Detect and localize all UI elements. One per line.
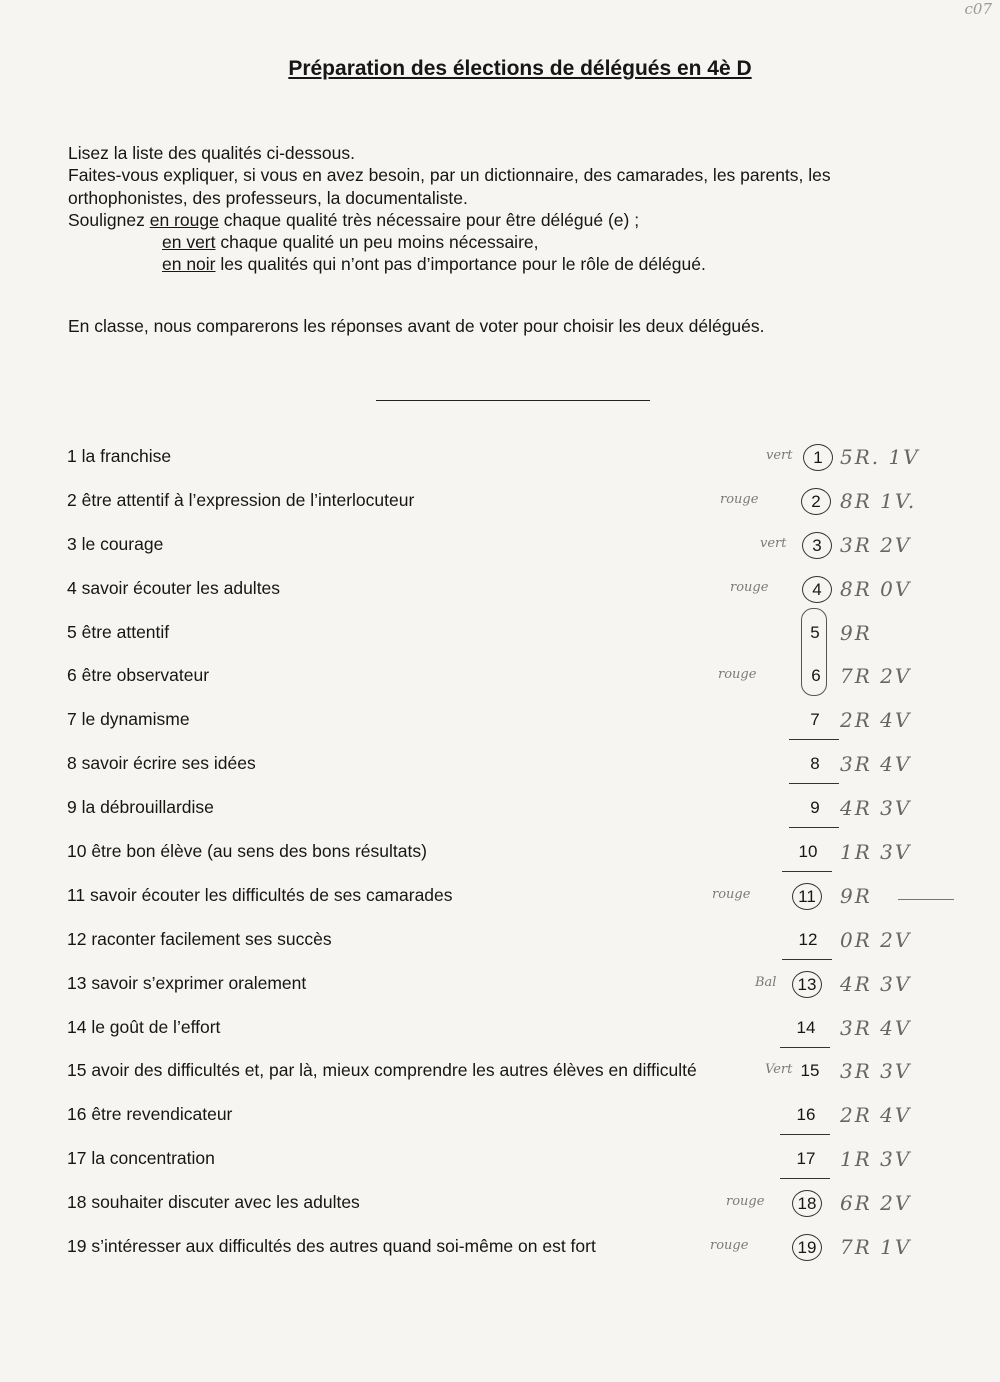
- quality-text: 10 être bon élève (au sens des bons résultats): [67, 841, 427, 862]
- quality-item: [0, 929, 1000, 973]
- quality-item: [0, 753, 1000, 797]
- instruction-line: Lisez la liste des qualités ci-dessous.: [68, 143, 355, 163]
- quality-text: 8 savoir écrire ses idées: [67, 753, 256, 774]
- quality-item: [0, 1104, 1000, 1148]
- handwritten-dash: [898, 899, 954, 900]
- quality-item: [0, 841, 1000, 885]
- page-title: Préparation des élections de délégués en 4è D: [288, 57, 752, 80]
- vote-tally: 3R 3V: [840, 1059, 912, 1084]
- handwritten-note: vert: [766, 448, 793, 463]
- instruction-line: Faites-vous expliquer, si vous en avez besoin, par un dictionnaire, des camarades, les parents, les: [68, 165, 831, 186]
- instructions: [68, 142, 831, 276]
- handwritten-note: Bal: [755, 974, 777, 990]
- handwritten-note: rouge: [718, 667, 757, 683]
- vote-tally: 2R 4V: [840, 708, 912, 733]
- handwritten-note: rouge: [712, 886, 751, 902]
- vote-tally: 3R 2V: [840, 532, 912, 557]
- quality-number: 2: [801, 488, 831, 515]
- vote-tally: 2R 4V: [840, 1103, 912, 1128]
- quality-text: 2 être attentif à l’expression de l’interlocuteur: [67, 489, 415, 510]
- quality-number: 13: [792, 971, 822, 998]
- corner-mark: c07: [964, 0, 992, 18]
- vote-tally: 7R 2V: [840, 664, 912, 689]
- vote-tally: 8R 0V: [840, 576, 912, 601]
- quality-number: 14: [792, 1018, 820, 1038]
- quality-item: [0, 1060, 1000, 1104]
- vote-tally: 4R 3V: [840, 971, 912, 996]
- vote-tally: 3R 4V: [840, 1015, 912, 1040]
- quality-number: 5: [810, 622, 820, 642]
- vote-tally: 6R 2V: [840, 1191, 912, 1216]
- quality-item: [0, 665, 1000, 709]
- instruction-text: chaque qualité très nécessaire pour être délégué (e) ;: [218, 209, 640, 230]
- quality-item: [0, 973, 1000, 1017]
- quality-item: [0, 1148, 1000, 1192]
- quality-text: 7 le dynamisme: [67, 709, 190, 730]
- quality-item: [0, 446, 1000, 490]
- quality-text: 11 savoir écouter les difficultés de ses camarades: [67, 884, 453, 905]
- quality-text: 17 la concentration: [67, 1148, 215, 1169]
- quality-item: [0, 885, 1000, 929]
- quality-text: 4 savoir écouter les adultes: [67, 577, 281, 598]
- instruction-line: [68, 253, 831, 275]
- closing-sentence: En classe, nous comparerons les réponses avant de voter pour choisir les deux délégués.: [68, 316, 765, 336]
- vote-tally: 4R 3V: [840, 796, 912, 821]
- handwritten-note: rouge: [710, 1238, 749, 1254]
- vote-tally: 5R. 1V: [840, 445, 920, 469]
- quality-item: [0, 1017, 1000, 1061]
- underlined-color-green: en vert: [162, 232, 216, 253]
- quality-text: 9 la débrouillardise: [67, 797, 214, 818]
- quality-text: 15 avoir des difficultés et, par là, mieux comprendre les autres élèves en difficulté: [67, 1060, 697, 1081]
- quality-text: 6 être observateur: [67, 665, 210, 686]
- quality-item: [0, 578, 1000, 622]
- qualities-list: [0, 446, 1000, 1280]
- quality-number: 10: [794, 842, 822, 862]
- vote-tally: 9R: [840, 620, 872, 645]
- quality-number: 16: [792, 1105, 820, 1125]
- handwritten-note: vert: [760, 535, 787, 551]
- instruction-line: [68, 209, 831, 231]
- quality-item: [0, 622, 1000, 666]
- instruction-line: orthophonistes, des professeurs, la documentaliste.: [68, 187, 468, 208]
- instruction-line: [68, 231, 831, 253]
- vote-tally: 3R 4V: [840, 752, 912, 777]
- instruction-text: Soulignez: [68, 209, 150, 230]
- instruction-text: les qualités qui n’ont pas d’importance pour le rôle de délégué.: [215, 254, 706, 275]
- quality-text: 12 raconter facilement ses succès: [67, 928, 332, 949]
- vote-tally: 7R 1V: [840, 1235, 912, 1260]
- underlined-color-red: en rouge: [149, 209, 219, 230]
- quality-text: 18 souhaiter discuter avec les adultes: [67, 1192, 360, 1213]
- quality-text: 5 être attentif: [67, 621, 170, 642]
- underlined-color-black: en noir: [162, 254, 216, 275]
- quality-text: 19 s’intéresser aux difficultés des autres quand soi-même on est fort: [67, 1236, 596, 1257]
- quality-text: 14 le goût de l’effort: [67, 1016, 221, 1037]
- quality-item: [0, 534, 1000, 578]
- separator-line: [376, 400, 650, 401]
- vote-tally: 8R 1V.: [840, 488, 917, 513]
- handwritten-note: rouge: [730, 579, 769, 595]
- quality-number: 11: [792, 883, 822, 910]
- quality-text: 1 la franchise: [67, 446, 172, 466]
- quality-number: 12: [794, 930, 822, 950]
- quality-item: [0, 1192, 1000, 1236]
- quality-number: 19: [792, 1234, 822, 1261]
- quality-number: 18: [792, 1190, 822, 1217]
- quality-number: 3: [802, 532, 832, 559]
- quality-number: 15: [800, 1061, 820, 1081]
- quality-number: 9: [801, 798, 829, 818]
- quality-text: 3 le courage: [67, 533, 164, 554]
- vote-tally: 1R 3V: [840, 840, 912, 865]
- quality-text: 16 être revendicateur: [67, 1104, 233, 1125]
- quality-item: [0, 797, 1000, 841]
- handwritten-note: rouge: [726, 1194, 765, 1210]
- handwritten-note: Vert: [765, 1062, 793, 1078]
- quality-number: 6: [811, 666, 821, 686]
- quality-item: [0, 490, 1000, 534]
- quality-number: 4: [802, 576, 832, 603]
- quality-text: 13 savoir s’exprimer oralement: [67, 972, 307, 993]
- instruction-text: chaque qualité un peu moins nécessaire,: [215, 232, 539, 253]
- vote-tally: 0R 2V: [840, 927, 912, 952]
- quality-number: 17: [792, 1149, 820, 1169]
- quality-item: [0, 1236, 1000, 1280]
- quality-number: 7: [801, 710, 829, 730]
- quality-number: 8: [801, 754, 829, 774]
- vote-tally: 9R: [840, 883, 872, 908]
- handwritten-note: rouge: [720, 491, 759, 507]
- quality-item: [0, 709, 1000, 753]
- quality-number: 1: [803, 444, 833, 471]
- vote-tally: 1R 3V: [840, 1147, 912, 1172]
